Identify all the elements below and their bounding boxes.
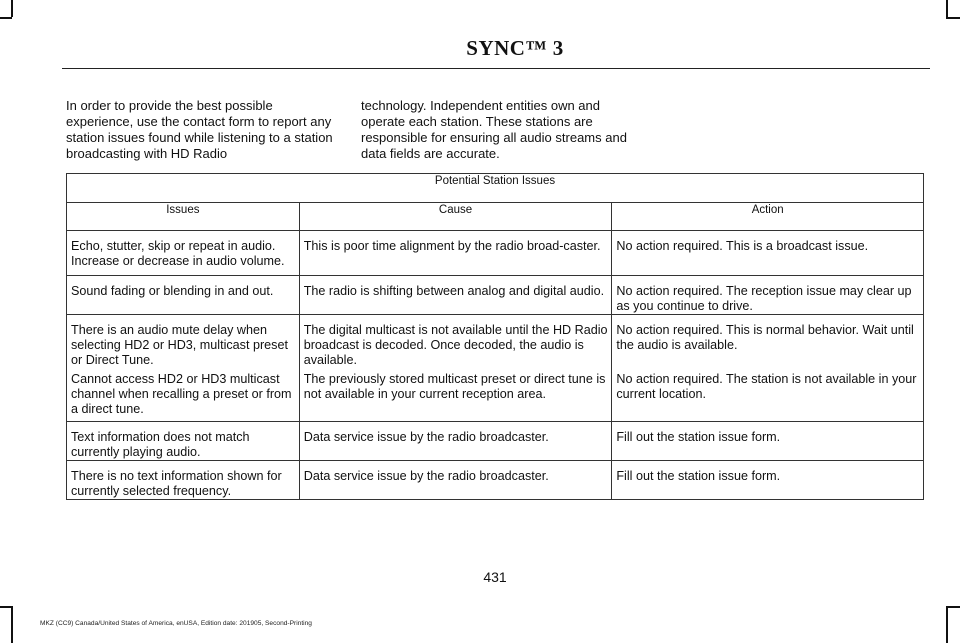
cause-cell: The radio is shifting between analog and digital audio.: [303, 284, 605, 298]
cause-cell: The digital multicast is not available until the HD Radio broadcast is decoded. Once decoded, the audio is available.: [303, 323, 608, 367]
issue-cell: Sound fading or blending in and out.: [71, 284, 274, 298]
intro-paragraph-right: technology. Independent entities own and operate each station. These stations are responsible for ensuring all audio streams and data fields are accurate.: [361, 98, 627, 161]
crop-mark: [946, 17, 960, 19]
crop-mark: [0, 606, 12, 608]
cause-cell: The previously stored multicast preset or direct tune is not available in your current reception area.: [303, 372, 606, 401]
table-row: [67, 461, 924, 500]
action-cell: No action required. This is a broadcast issue.: [616, 239, 869, 253]
table-row: [67, 422, 924, 461]
table-row: [67, 368, 924, 422]
column-header-issues: Issues: [67, 203, 300, 231]
intro-paragraph-left: In order to provide the best possible experience, use the contact form to report any station issues found while listening to a station broadcasting with HD Radio: [66, 98, 333, 161]
action-cell: Fill out the station issue form.: [616, 469, 781, 483]
crop-mark: [0, 17, 12, 19]
crop-mark: [946, 606, 960, 608]
crop-mark: [946, 0, 948, 17]
action-cell: No action required. This is normal behavior. Wait until the audio is available.: [616, 323, 914, 352]
action-cell: No action required. The station is not available in your current location.: [616, 372, 917, 401]
crop-mark: [11, 606, 13, 643]
column-header-action: Action: [612, 203, 924, 231]
issue-cell: Cannot access HD2 or HD3 multicast channel when recalling a preset or from a direct tune.: [71, 372, 292, 416]
page-title: SYNC™ 3: [466, 36, 564, 60]
issue-cell: There is an audio mute delay when selecting HD2 or HD3, multicast preset or Direct Tune.: [71, 323, 288, 367]
crop-mark: [11, 0, 13, 17]
crop-mark: [946, 606, 948, 643]
action-cell: No action required. The reception issue may clear up as you continue to drive.: [616, 284, 912, 313]
issue-cell: Echo, stutter, skip or repeat in audio. Increase or decrease in audio volume.: [71, 239, 285, 268]
issue-cell: Text information does not match currently playing audio.: [71, 430, 250, 459]
edition-footer: MKZ (CC9) Canada/United States of America, enUSA, Edition date: 201905, Second-Printing: [40, 620, 312, 627]
cause-cell: Data service issue by the radio broadcaster.: [303, 469, 549, 483]
table-row: [67, 276, 924, 315]
page-number: 431: [483, 569, 507, 585]
table-caption: Potential Station Issues: [67, 174, 924, 203]
issue-cell: There is no text information shown for currently selected frequency.: [71, 469, 282, 498]
header-rule: [62, 68, 930, 69]
cause-cell: This is poor time alignment by the radio broad-caster.: [303, 239, 601, 253]
table-row: [67, 231, 924, 276]
station-issues-table: [66, 173, 924, 500]
table-row: [67, 315, 924, 369]
column-header-cause: Cause: [299, 203, 612, 231]
cause-cell: Data service issue by the radio broadcaster.: [303, 430, 549, 444]
action-cell: Fill out the station issue form.: [616, 430, 781, 444]
